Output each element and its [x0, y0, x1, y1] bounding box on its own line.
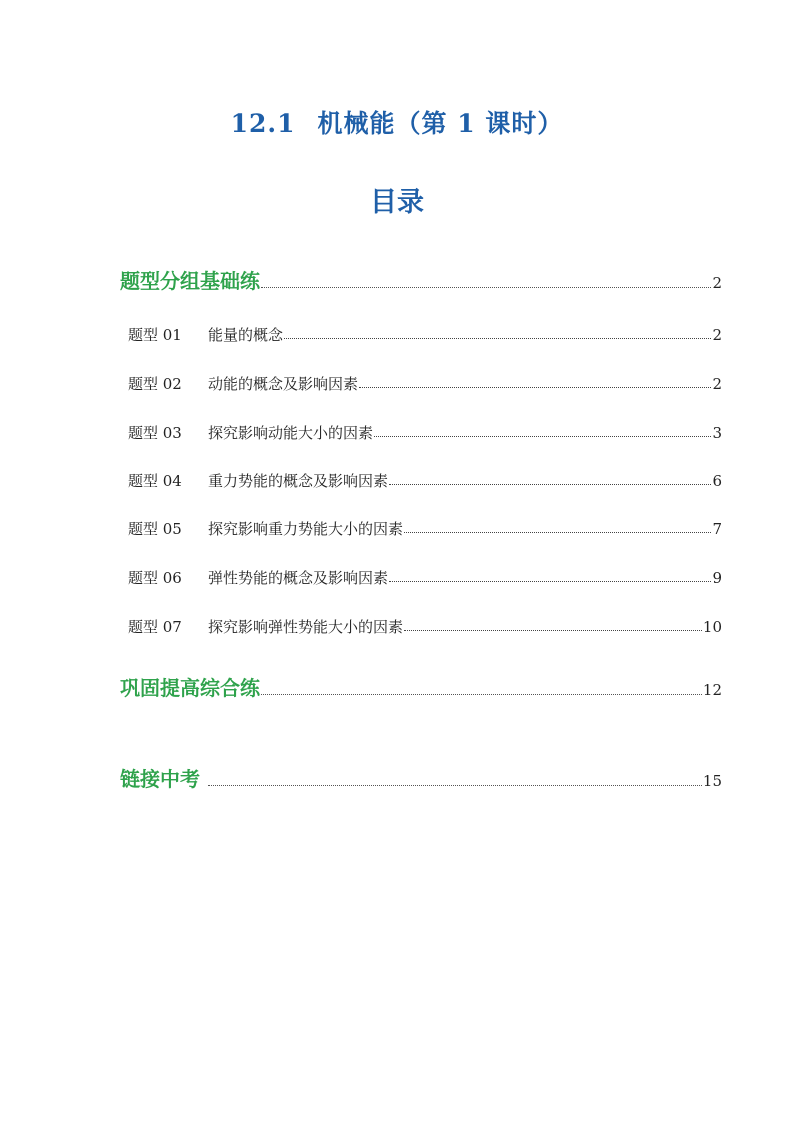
toc-item-number: 题型 03	[128, 424, 182, 442]
toc-section-basic[interactable]	[120, 265, 722, 295]
toc-page-number: 15	[702, 772, 722, 790]
toc-section-label: 链接中考	[120, 767, 200, 791]
dot-leader	[208, 785, 702, 786]
toc-item-05[interactable]	[128, 518, 722, 539]
toc-heading: 目录	[370, 187, 424, 218]
toc-page-number: 12	[702, 681, 722, 699]
dot-leader	[404, 532, 711, 533]
toc-item-number: 题型 01	[128, 326, 182, 344]
toc-item-04[interactable]	[128, 470, 722, 491]
toc-page-number: 2	[712, 326, 722, 344]
page-title	[0, 104, 794, 140]
dot-leader	[404, 630, 702, 631]
toc-item-label: 重力势能的概念及影响因素	[208, 472, 389, 490]
toc-item-01[interactable]	[128, 324, 722, 345]
toc-item-label: 动能的概念及影响因素	[208, 375, 359, 393]
toc-section-exam[interactable]	[120, 763, 722, 793]
toc-item-number: 题型 06	[128, 569, 182, 587]
toc-item-label: 探究影响重力势能大小的因素	[208, 520, 404, 538]
toc-page-number: 9	[712, 569, 722, 587]
toc-section-label: 巩固提高综合练	[120, 676, 260, 700]
toc-section-label: 题型分组基础练	[120, 269, 260, 293]
title-text: 机械能（第 1 课时）	[317, 109, 564, 138]
toc-page-number: 2	[712, 375, 722, 393]
toc-item-02[interactable]	[128, 373, 722, 394]
dot-leader	[359, 387, 711, 388]
dot-leader	[261, 287, 711, 288]
dot-leader	[284, 338, 711, 339]
toc-page-number: 6	[712, 472, 722, 490]
title-number: 12.1	[230, 109, 296, 138]
toc-page-number: 7	[712, 520, 722, 538]
toc-item-label: 弹性势能的概念及影响因素	[208, 569, 389, 587]
toc-page-number: 2	[712, 274, 722, 292]
dot-leader	[261, 694, 702, 695]
toc-page-number: 10	[702, 618, 722, 636]
toc-item-03[interactable]	[128, 422, 722, 443]
toc-item-number: 题型 02	[128, 375, 182, 393]
toc-item-number: 题型 05	[128, 520, 182, 538]
toc-page-number: 3	[712, 424, 722, 442]
toc-item-label: 能量的概念	[208, 326, 284, 344]
toc-item-number: 题型 04	[128, 472, 182, 490]
toc-section-consolidation[interactable]	[120, 672, 722, 702]
toc-item-label: 探究影响动能大小的因素	[208, 424, 374, 442]
toc-item-07[interactable]	[128, 616, 722, 637]
dot-leader	[374, 436, 711, 437]
toc-item-number: 题型 07	[128, 618, 182, 636]
dot-leader	[389, 581, 711, 582]
toc-item-label: 探究影响弹性势能大小的因素	[208, 618, 404, 636]
dot-leader	[389, 484, 711, 485]
toc-item-06[interactable]	[128, 567, 722, 588]
